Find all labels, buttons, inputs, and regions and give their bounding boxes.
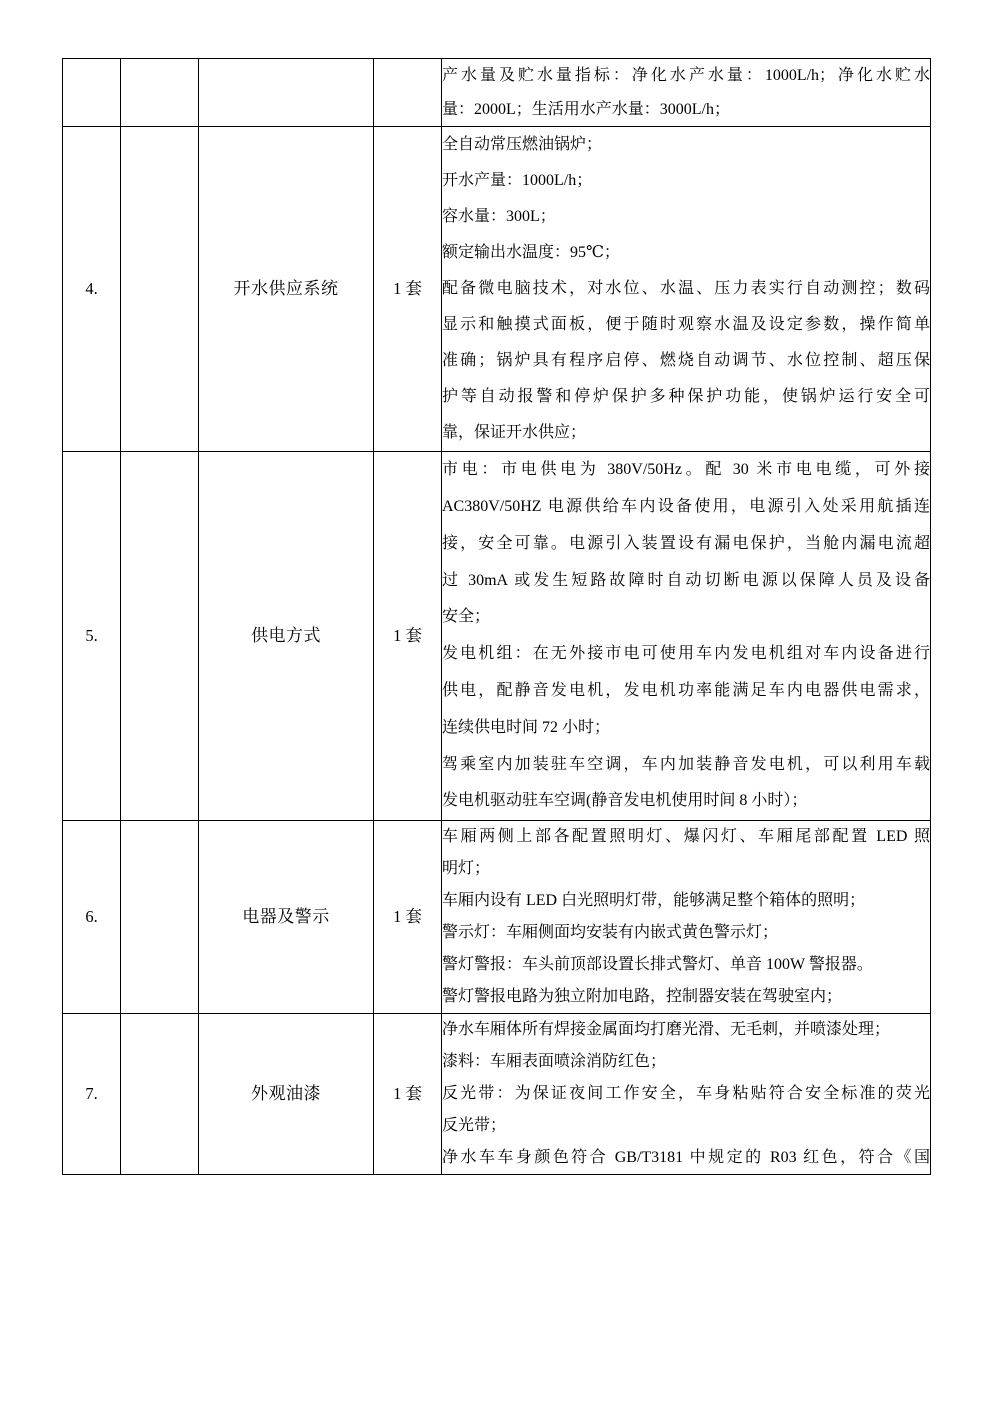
row-item-name: 开水供应系统 [199,127,374,452]
description-line: 净水车车身颜色符合 GB/T3181 中规定的 R03 红色，符合《国 [442,1149,930,1167]
description-line: 供电，配静音发电机，发电机功率能满足车内电器供电需求， [442,681,930,699]
description-line: 反光带； [442,1117,507,1135]
row-quantity: 1 套 [374,1014,442,1175]
description-line: 漆料：车厢表面喷涂消防红色； [442,1053,667,1071]
specification-table [62,58,931,1175]
row-description [442,59,931,127]
description-line: 警示灯：车厢侧面均安装有内嵌式黄色警示灯； [442,924,779,942]
description-line: 市电：市电供电为 380V/50Hz。配 30 米市电电缆，可外接 [442,461,930,479]
description-line: 安全； [442,608,491,626]
row-item-name: 电器及警示 [199,821,374,1014]
description-line: 全自动常压燃油锅炉； [442,136,603,154]
row-category [121,1014,199,1175]
row-number: 6. [63,821,121,1014]
description-line: 额定输出水温度：95℃； [442,244,620,262]
table-row [63,1014,931,1175]
description-line: 警灯警报：车头前顶部设置长排式警灯、单音 100W 警报器。 [442,956,873,974]
row-quantity: 1 套 [374,452,442,821]
row-quantity: 1 套 [374,127,442,452]
row-number [63,59,121,127]
row-number: 4. [63,127,121,452]
row-number: 5. [63,452,121,821]
row-category [121,821,199,1014]
row-category [121,127,199,452]
table-row [63,821,931,1014]
row-description [442,821,931,1014]
description-line: 容水量：300L； [442,208,556,226]
description-line: 明灯； [442,860,491,878]
description-line: 反光带：为保证夜间工作安全，车身粘贴符合安全标准的荧光 [442,1085,930,1103]
row-category [121,452,199,821]
row-quantity: 1 套 [374,821,442,1014]
description-line: 产水量及贮水量指标：净化水产水量：1000L/h；净化水贮水 [442,67,930,84]
description-line: 发电机组：在无外接市电可使用车内发电机组对车内设备进行 [442,645,930,663]
table-row [63,59,931,127]
description-line: AC380V/50HZ 电源供给车内设备使用，电源引入处采用航插连 [442,497,930,515]
row-item-name: 外观油漆 [199,1014,374,1175]
table-row [63,127,931,452]
row-description [442,127,931,452]
description-line: 车厢两侧上部各配置照明灯、爆闪灯、车厢尾部配置 LED 照 [442,828,930,846]
row-description [442,1014,931,1175]
description-line: 发电机驱动驻车空调(静音发电机使用时间 8 小时）； [442,792,808,810]
row-number: 7. [63,1014,121,1175]
description-line: 警灯警报电路为独立附加电路，控制器安装在驾驶室内； [442,988,843,1006]
description-line: 护等自动报警和停炉保护多种保护功能，使锅炉运行安全可 [442,388,930,406]
description-line: 准确；锅炉具有程序启停、燃烧自动调节、水位控制、超压保 [442,352,930,370]
row-item-name [199,59,374,127]
description-line: 显示和触摸式面板，便于随时观察水温及设定参数，操作简单 [442,316,930,334]
row-category [121,59,199,127]
description-line: 净水车厢体所有焊接金属面均打磨光滑、无毛刺，并喷漆处理； [442,1021,891,1039]
description-line: 过 30mA 或发生短路故障时自动切断电源以保障人员及设备 [442,571,930,589]
description-line: 驾乘室内加装驻车空调，车内加装静音发电机，可以利用车载 [442,755,930,773]
description-line: 量：2000L；生活用水产水量：3000L/h； [442,100,730,118]
description-line: 靠，保证开水供应； [442,424,587,442]
description-line: 接，安全可靠。电源引入装置设有漏电保护，当舱内漏电流超 [442,534,930,552]
row-quantity [374,59,442,127]
description-line: 配备微电脑技术，对水位、水温、压力表实行自动测控；数码 [442,280,930,298]
description-line: 连续供电时间 72 小时； [442,718,611,736]
description-line: 开水产量：1000L/h； [442,172,593,190]
row-description [442,452,931,821]
row-item-name: 供电方式 [199,452,374,821]
table-row [63,452,931,821]
description-line: 车厢内设有 LED 白光照明灯带，能够满足整个箱体的照明； [442,892,866,910]
